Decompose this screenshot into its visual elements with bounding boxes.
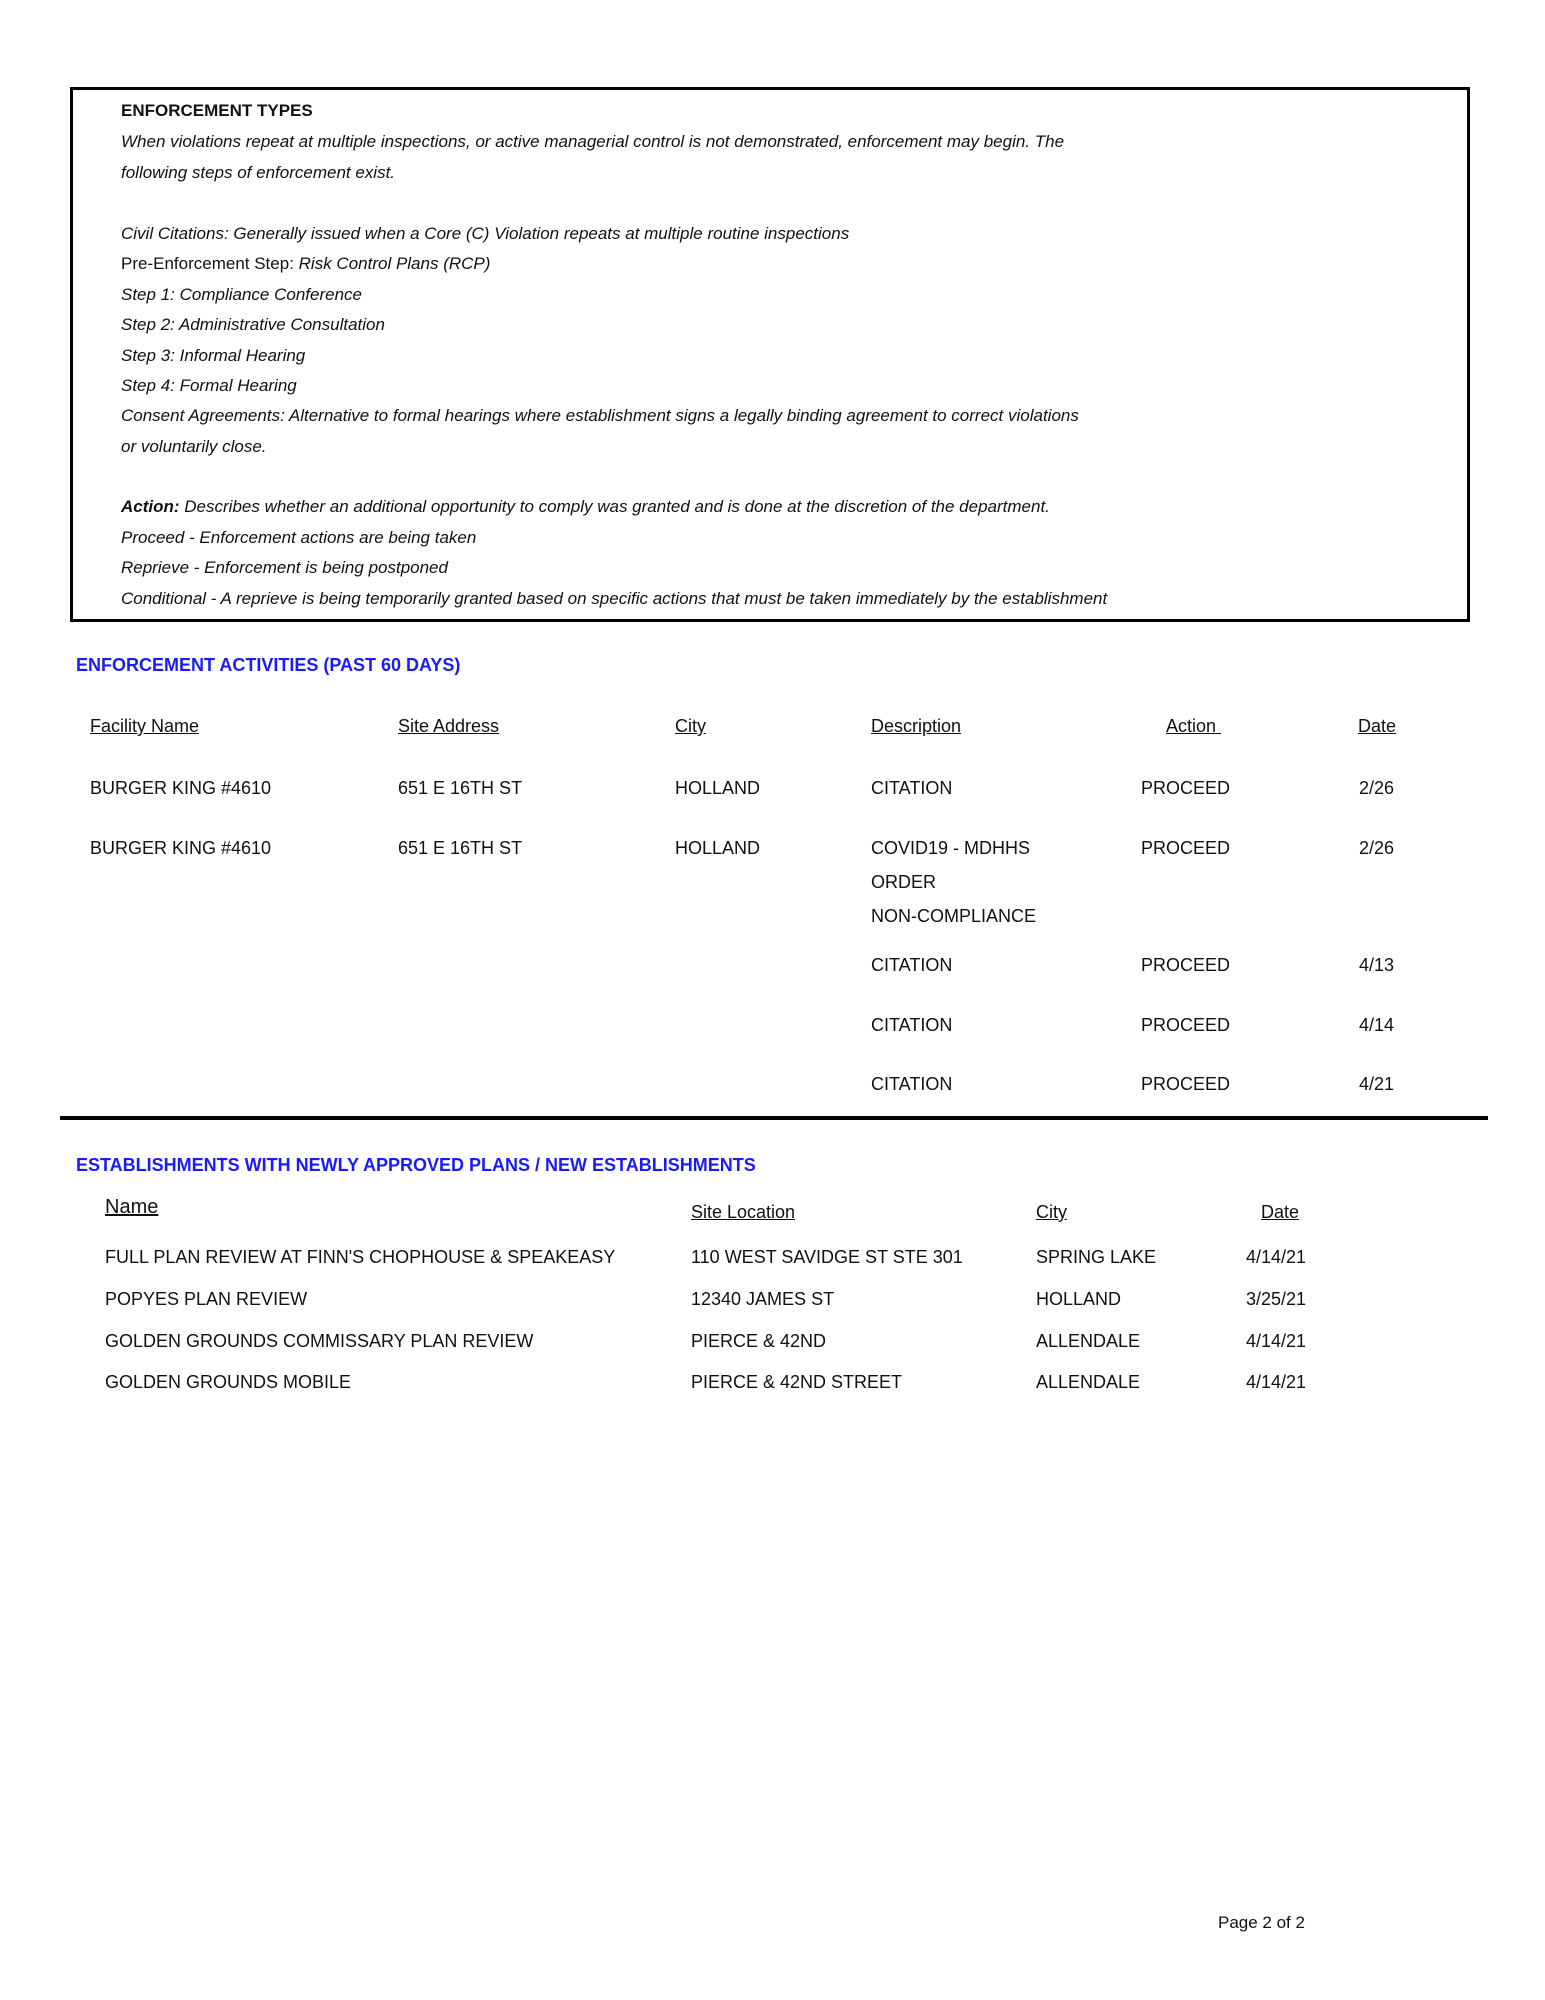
description-cell-line-3: NON-COMPLIANCE: [871, 906, 1037, 926]
description-cell: CITATION: [871, 955, 953, 975]
description-cell: CITATION: [871, 778, 953, 798]
city-cell: SPRING LAKE: [1036, 1247, 1157, 1267]
name-cell: POPYES PLAN REVIEW: [105, 1289, 308, 1309]
location-cell: 110 WEST SAVIDGE ST STE 301: [691, 1247, 963, 1267]
city-cell: ALLENDALE: [1036, 1372, 1141, 1392]
name-cell: FULL PLAN REVIEW AT FINN'S CHOPHOUSE & SPEAKEASY: [105, 1247, 616, 1267]
step-3-line: Step 3: Informal Hearing: [121, 346, 306, 365]
city-cell: HOLLAND: [675, 838, 761, 858]
step-4-line: Step 4: Formal Hearing: [121, 376, 297, 395]
site-address-cell: 651 E 16TH ST: [398, 778, 523, 798]
location-cell: PIERCE & 42ND: [691, 1331, 827, 1351]
action-label: Action:: [121, 497, 180, 516]
action-cell: PROCEED: [1141, 778, 1231, 798]
reprieve-line: Reprieve - Enforcement is being postponed: [121, 558, 448, 577]
name-cell: GOLDEN GROUNDS COMMISSARY PLAN REVIEW: [105, 1331, 534, 1351]
action-cell: PROCEED: [1141, 1015, 1231, 1035]
date-cell: 4/14: [1359, 1015, 1395, 1035]
city-cell: ALLENDALE: [1036, 1331, 1141, 1351]
header-facility-name: Facility Name: [90, 716, 200, 736]
city-cell: HOLLAND: [675, 778, 761, 798]
facility-name-cell: BURGER KING #4610: [90, 778, 272, 798]
new-establishments-heading: ESTABLISHMENTS WITH NEWLY APPROVED PLANS / NEW ESTABLISHMENTS: [76, 1155, 756, 1175]
action-cell: PROCEED: [1141, 838, 1231, 858]
conditional-line: Conditional - A reprieve is being temporarily granted based on specific actions that must be taken immediately by the establishment: [121, 589, 1108, 608]
pre-enforcement-label: Pre-Enforcement Step:: [121, 254, 299, 273]
site-address-cell: 651 E 16TH ST: [398, 838, 523, 858]
section-divider: [60, 1116, 1488, 1120]
description-cell-line-2: ORDER: [871, 872, 937, 892]
step-1-line: Step 1: Compliance Conference: [121, 285, 362, 304]
header-site-address: Site Address: [398, 716, 500, 736]
header-city: City: [1036, 1202, 1067, 1222]
enforcement-types-title: ENFORCEMENT TYPES: [121, 101, 313, 120]
action-line: [121, 497, 1050, 517]
description-cell: CITATION: [871, 1074, 953, 1094]
date-cell: 4/13: [1359, 955, 1395, 975]
step-2-line: Step 2: Administrative Consultation: [121, 315, 385, 334]
pre-enforcement-value: Risk Control Plans (RCP): [298, 254, 491, 273]
date-cell: 2/26: [1359, 838, 1395, 858]
description-cell: CITATION: [871, 1015, 953, 1035]
header-date: Date: [1261, 1202, 1300, 1222]
consent-line-2: or voluntarily close.: [121, 437, 267, 456]
city-cell: HOLLAND: [1036, 1289, 1122, 1309]
intro-line-1: When violations repeat at multiple inspections, or active managerial control is not demonstrated, enforcement may begin. The: [121, 132, 1065, 151]
location-cell: PIERCE & 42ND STREET: [691, 1372, 903, 1392]
date-cell: 4/14/21: [1246, 1247, 1307, 1267]
header-site-location: Site Location: [691, 1202, 796, 1222]
date-cell: 4/21: [1359, 1074, 1395, 1094]
action-text: Describes whether an additional opportunity to comply was granted and is done at the discretion of the department.: [179, 497, 1050, 516]
header-date: Date: [1358, 716, 1397, 736]
page-number: Page 2 of 2: [1218, 1913, 1305, 1932]
facility-name-cell: BURGER KING #4610: [90, 838, 272, 858]
header-action: Action: [1166, 716, 1222, 736]
name-cell: GOLDEN GROUNDS MOBILE: [105, 1372, 352, 1392]
header-description: Description: [871, 716, 962, 736]
header-city: City: [675, 716, 706, 736]
location-cell: 12340 JAMES ST: [691, 1289, 835, 1309]
date-cell: 3/25/21: [1246, 1289, 1307, 1309]
proceed-line: Proceed - Enforcement actions are being taken: [121, 528, 477, 547]
intro-line-2: following steps of enforcement exist.: [121, 163, 396, 182]
action-cell: PROCEED: [1141, 955, 1231, 975]
action-cell: PROCEED: [1141, 1074, 1231, 1094]
description-cell-line-1: COVID19 - MDHHS: [871, 838, 1031, 858]
civil-citations-line: Civil Citations: Generally issued when a Core (C) Violation repeats at multiple routine inspections: [121, 224, 850, 243]
pre-enforcement-line: [121, 254, 490, 274]
header-name: Name: [105, 1196, 159, 1218]
date-cell: 4/14/21: [1246, 1372, 1307, 1392]
date-cell: 2/26: [1359, 778, 1395, 798]
date-cell: 4/14/21: [1246, 1331, 1307, 1351]
consent-line-1: Consent Agreements: Alternative to formal hearings where establishment signs a legally binding agreement to correct violations: [121, 406, 1079, 425]
enforcement-activities-heading: ENFORCEMENT ACTIVITIES (PAST 60 DAYS): [76, 655, 461, 675]
